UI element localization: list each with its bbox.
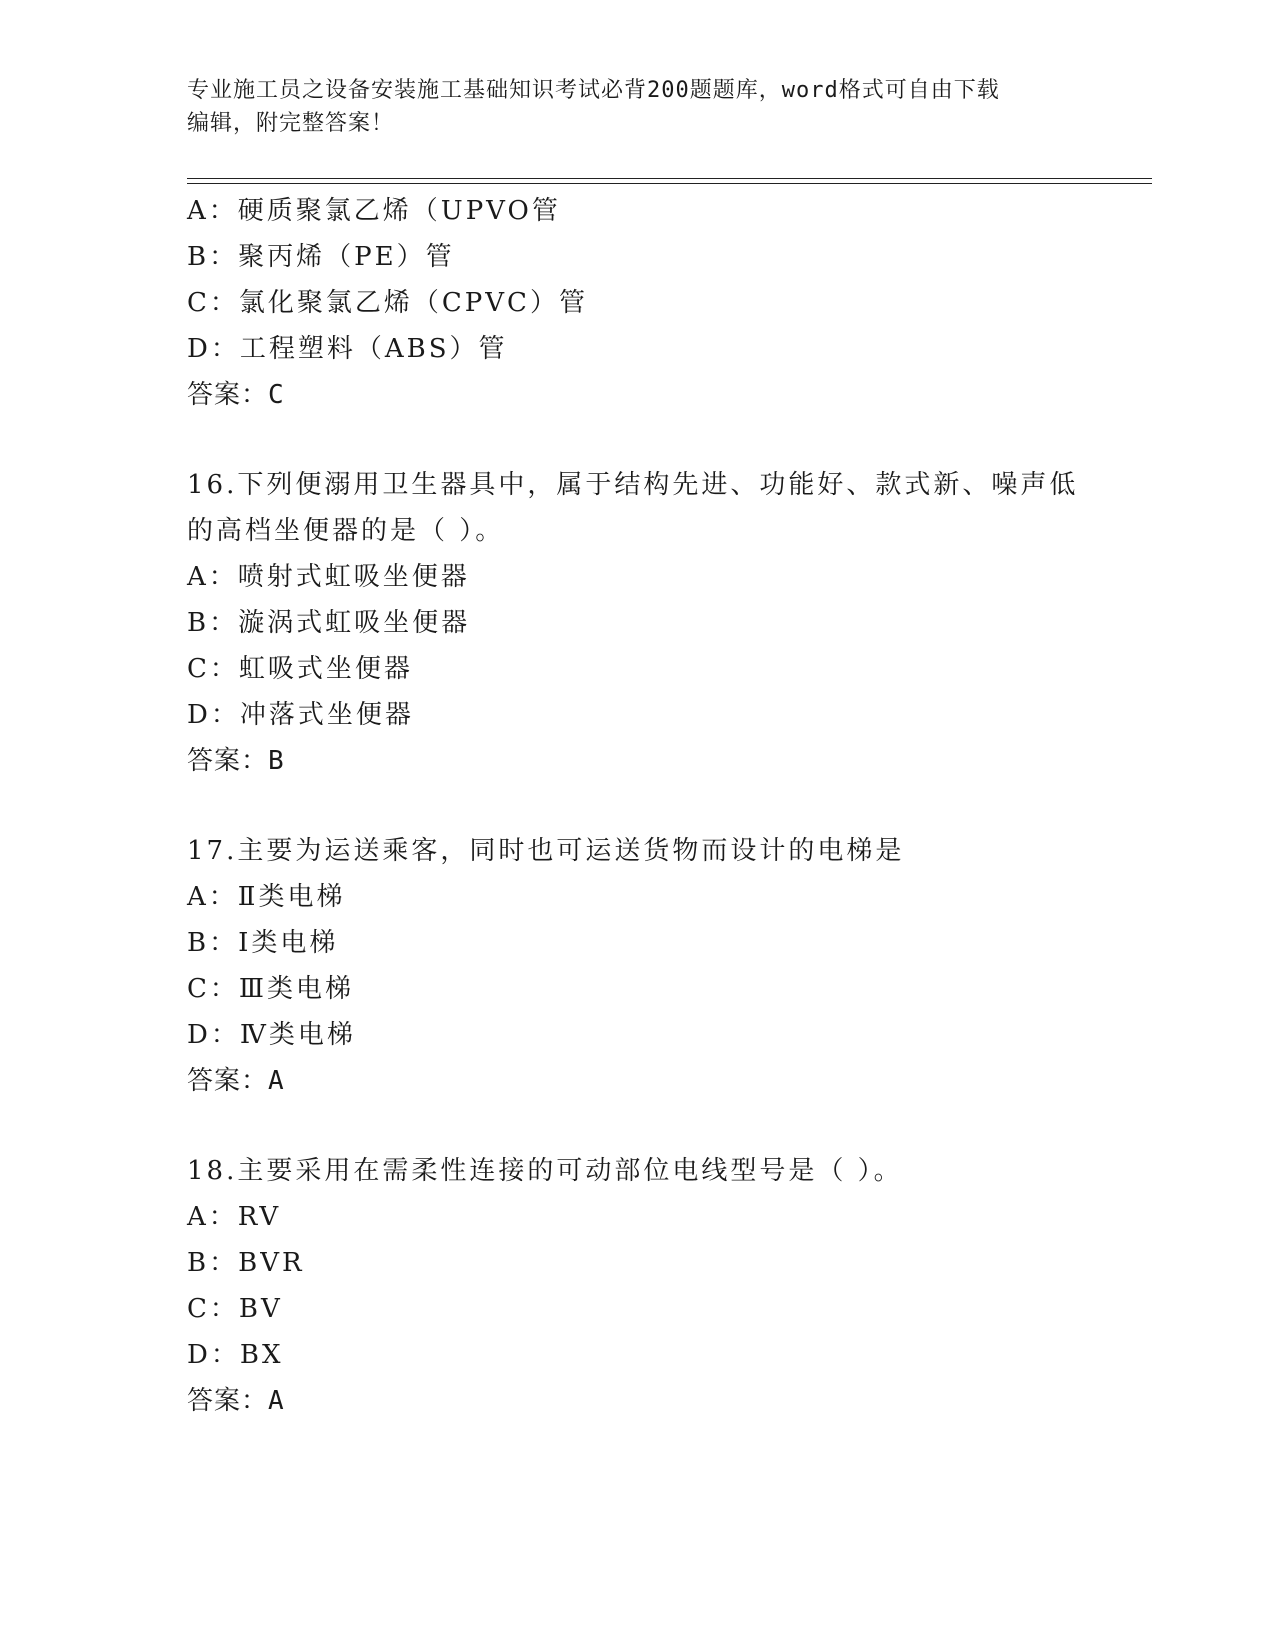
- answer-line: 答案：B: [187, 746, 285, 776]
- question-18: [187, 1148, 1152, 1424]
- spacer: [187, 418, 1152, 462]
- option-d: D：Ⅳ类电梯: [187, 1020, 356, 1050]
- option-b: B：漩涡式虹吸坐便器: [187, 608, 471, 638]
- header-divider-bottom: [187, 183, 1152, 184]
- option-b: B：BVR: [187, 1248, 305, 1278]
- option-a: A：Ⅱ类电梯: [187, 882, 346, 912]
- spacer: [187, 1104, 1152, 1148]
- question-list: [187, 188, 1152, 1424]
- header-line-2: 编辑，附完整答案！: [187, 111, 395, 136]
- option-c: C：Ⅲ类电梯: [187, 974, 354, 1004]
- option-d: D：工程塑料（ABS）管: [187, 334, 508, 364]
- option-a: A：硬质聚氯乙烯（UPVO管: [187, 196, 561, 226]
- option-d: D：BX: [187, 1340, 284, 1370]
- answer-line: 答案：C: [187, 380, 285, 410]
- header-line-1: 专业施工员之设备安装施工基础知识考试必背200题题库，word格式可自由下载: [187, 78, 1000, 103]
- answer-line: 答案：A: [187, 1386, 285, 1416]
- option-a: A：喷射式虹吸坐便器: [187, 562, 470, 592]
- question-17: [187, 828, 1152, 1104]
- question-text-line-1: 17.主要为运送乘客，同时也可运送货物而设计的电梯是: [187, 836, 905, 866]
- question-text-line-1: 16.下列便溺用卫生器具中，属于结构先进、功能好、款式新、噪声低: [187, 470, 1079, 500]
- option-d: D：冲落式坐便器: [187, 700, 414, 730]
- option-a: A：RV: [187, 1202, 282, 1232]
- option-b: B：聚丙烯（PE）管: [187, 242, 455, 272]
- spacer: [187, 784, 1152, 828]
- question-15: [187, 188, 1152, 418]
- option-b: B：Ⅰ类电梯: [187, 928, 339, 958]
- answer-line: 答案：A: [187, 1066, 285, 1096]
- option-c: C：氯化聚氯乙烯（CPVC）管: [187, 288, 588, 318]
- document-header: [187, 74, 1087, 140]
- question-text-line-2: 的高档坐便器的是（ ）。: [187, 516, 505, 546]
- question-text-line-1: 18.主要采用在需柔性连接的可动部位电线型号是（ ）。: [187, 1156, 903, 1186]
- option-c: C：虹吸式坐便器: [187, 654, 413, 684]
- option-c: C：BV: [187, 1294, 283, 1324]
- question-16: [187, 462, 1152, 784]
- header-divider-top: [187, 178, 1152, 179]
